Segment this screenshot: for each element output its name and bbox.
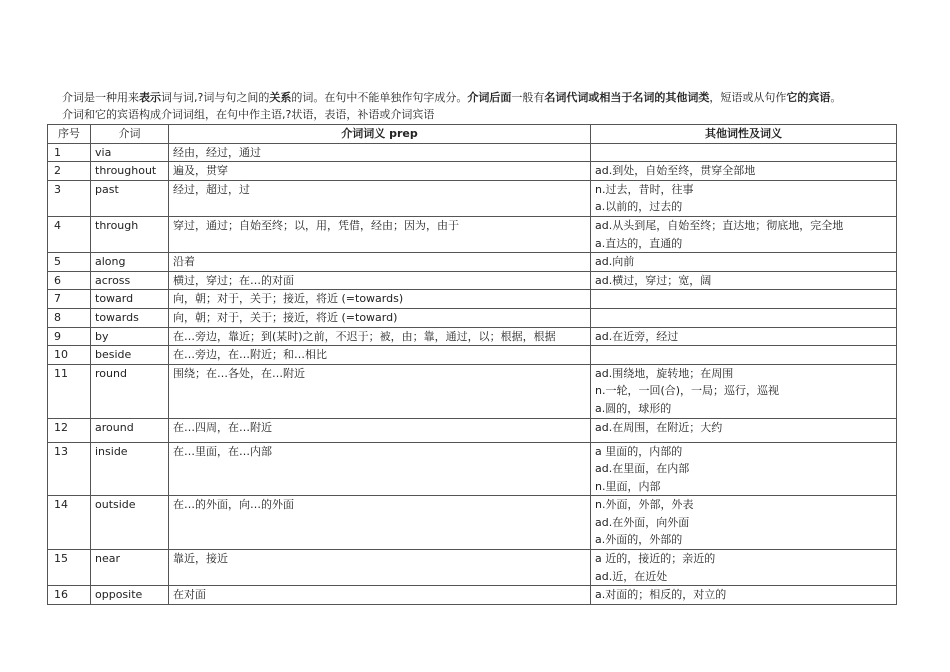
preposition-table [47,124,897,605]
intro-text: 。 [830,91,842,104]
intro-emphasis: 表示 [139,91,161,104]
cell-word: inside [91,442,169,496]
other-line: ad.向前 [595,255,635,269]
table-row [48,308,897,327]
intro-emphasis: 介词后面 [467,91,512,104]
meaning-line: 沿着 [173,255,195,269]
meaning-line: 在…的外面，向…的外面 [173,498,294,512]
cell-num: 1 [48,143,91,162]
other-line: a.直达的，直通的 [595,236,683,250]
table-row [48,290,897,309]
intro-emphasis: 关系 [269,91,292,104]
cell-word: outside [91,496,169,550]
cell-num: 9 [48,327,91,346]
cell-meaning [169,327,591,346]
other-line: ad.横过，穿过；宽，阔 [595,273,712,287]
header-num: 序号 [48,125,91,144]
cell-word: round [91,364,169,418]
other-line: a 里面的，内部的 [595,444,683,458]
other-line: n.外面，外部，外表 [595,498,694,512]
cell-other [591,271,897,290]
table-row [48,418,897,442]
other-line: ad.在外面，向外面 [595,515,690,529]
table-row [48,550,897,586]
cell-meaning [169,180,591,216]
other-line: ad.在近旁，经过 [595,329,679,343]
cell-num: 16 [48,586,91,605]
intro-line-1 [62,89,912,106]
meaning-line: 靠近，接近 [173,552,228,566]
meaning-line: 向，朝；对于，关于；接近，将近 (=towards) [173,292,404,306]
intro-line-2: 介词和它的宾语构成介词词组，在句中作主语,?状语，表语，补语或介词宾语 [62,108,435,121]
cell-word: by [91,327,169,346]
cell-other [591,442,897,496]
meaning-line: 横过，穿过；在…的对面 [173,273,294,287]
cell-other [591,346,897,365]
cell-meaning [169,162,591,181]
meaning-line: 在对面 [173,588,206,602]
cell-num: 13 [48,442,91,496]
table-row [48,496,897,550]
meaning-line: 在…四周，在…附近 [173,420,272,434]
cell-other [591,586,897,605]
cell-other [591,418,897,442]
cell-other [591,216,897,252]
table-row [48,327,897,346]
cell-other [591,364,897,418]
cell-word: toward [91,290,169,309]
cell-num: 10 [48,346,91,365]
cell-word: towards [91,308,169,327]
cell-meaning [169,550,591,586]
cell-other [591,550,897,586]
cell-num: 6 [48,271,91,290]
cell-num: 2 [48,162,91,181]
cell-num: 14 [48,496,91,550]
cell-word: across [91,271,169,290]
table-header-row [48,125,897,144]
meaning-line: 在…旁边，在…附近；和…相比 [173,348,327,362]
cell-meaning [169,496,591,550]
cell-num: 12 [48,418,91,442]
other-line: a.以前的，过去的 [595,200,683,214]
other-line: n.过去，昔时，往事 [595,182,694,196]
cell-num: 8 [48,308,91,327]
intro-emphasis: 名词代词或相当于名词的其他词类 [544,91,710,104]
other-line: ad.近，在近处 [595,569,668,583]
table-row [48,253,897,272]
cell-meaning [169,346,591,365]
table-row [48,346,897,365]
other-line: ad.围绕地，旋转地；在周围 [595,366,734,380]
intro-emphasis: 它的宾语 [786,91,831,104]
cell-meaning [169,290,591,309]
meaning-line: 围绕；在…各处，在…附近 [173,366,305,380]
cell-word: near [91,550,169,586]
cell-num: 7 [48,290,91,309]
table-body [48,143,897,604]
table-row [48,162,897,181]
other-line: ad.从头到尾，自始至终；直达地；彻底地，完全地 [595,218,844,232]
intro-text: 一般有 [511,91,545,104]
intro-text: 的词。在句中不能单独作句字成分。 [291,91,468,104]
cell-meaning [169,442,591,496]
intro-text: 词与词,?词与句之间的 [161,91,270,104]
header-other: 其他词性及词义 [591,125,897,144]
other-line: a.对面的；相反的，对立的 [595,588,727,602]
cell-meaning [169,418,591,442]
other-line: a.外面的，外部的 [595,533,683,547]
meaning-line: 向，朝；对于，关于；接近，将近 (=toward) [173,310,398,324]
other-line: ad.在周围，在附近；大约 [595,420,723,434]
cell-word: around [91,418,169,442]
cell-other [591,162,897,181]
cell-meaning [169,586,591,605]
cell-num: 15 [48,550,91,586]
meaning-line: 在…旁边，靠近；到(某时)之前，不迟于；被，由；靠，通过，以；根据，根据 [173,329,556,343]
cell-word: through [91,216,169,252]
table-row [48,364,897,418]
other-line: ad.在里面，在内部 [595,462,690,476]
cell-meaning [169,271,591,290]
meaning-line: 遍及，贯穿 [173,164,228,178]
cell-other [591,143,897,162]
header-meaning: 介词词义 prep [169,125,591,144]
intro-text: 介词是一种用来 [62,91,139,104]
cell-num: 3 [48,180,91,216]
table-row [48,180,897,216]
meaning-line: 在…里面，在…内部 [173,444,272,458]
cell-num: 5 [48,253,91,272]
meaning-line: 穿过，通过；自始至终；以，用，凭借，经由；因为，由于 [173,218,459,232]
cell-word: opposite [91,586,169,605]
cell-word: along [91,253,169,272]
meaning-line: 经由，经过，通过 [173,145,261,159]
cell-other [591,327,897,346]
cell-word: via [91,143,169,162]
intro-paragraph [62,89,912,123]
table-row [48,442,897,496]
table-row [48,216,897,252]
other-line: a.圆的，球形的 [595,401,672,415]
cell-other [591,496,897,550]
cell-word: throughout [91,162,169,181]
table-row [48,586,897,605]
other-line: a 近的，接近的；亲近的 [595,552,716,566]
cell-other [591,290,897,309]
cell-num: 4 [48,216,91,252]
cell-other [591,180,897,216]
intro-text: ，短语或从句作 [709,91,787,104]
cell-word: past [91,180,169,216]
cell-num: 11 [48,364,91,418]
other-line: ad.到处，自始至终，贯穿全部地 [595,164,756,178]
table-row [48,271,897,290]
cell-other [591,253,897,272]
cell-other [591,308,897,327]
other-line: n.一轮，一回(合)，一局；巡行，巡视 [595,384,780,398]
other-line: n.里面，内部 [595,479,661,493]
cell-meaning [169,253,591,272]
cell-meaning [169,143,591,162]
cell-meaning [169,216,591,252]
cell-word: beside [91,346,169,365]
meaning-line: 经过，超过，过 [173,182,250,196]
cell-meaning [169,364,591,418]
table-row [48,143,897,162]
cell-meaning [169,308,591,327]
header-word: 介词 [91,125,169,144]
